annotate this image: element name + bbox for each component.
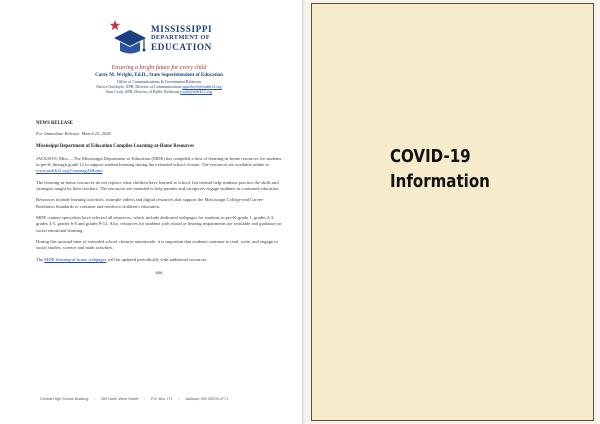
paragraph-6-suffix: will be updated periodically with additional resources. <box>106 256 208 262</box>
address-footer <box>40 397 280 401</box>
footer-building: Central High School Building <box>40 397 89 401</box>
brand-line-department: DEPARTMENT OF <box>151 34 211 42</box>
release-headline: Mississippi Department of Education Compiles Learning-at-Home Resources <box>36 144 194 150</box>
superintendent-line: Carey M. Wright, Ed.D., State Superintendent of Education <box>95 73 223 78</box>
footer-city: Jackson, MS 39205-0771 <box>185 397 229 401</box>
paragraph-1-end: . <box>102 168 104 174</box>
contact-2-email-link[interactable]: jcook@mdek12.org <box>180 89 213 95</box>
footer-street: 359 North West Street <box>100 397 139 401</box>
covid-title-line-2: Information <box>390 171 490 192</box>
footer-separator: ○ <box>143 397 146 401</box>
contact-1-email-link[interactable]: pguilfoyle@mdek12.org <box>182 84 222 90</box>
learning-at-home-url-link[interactable]: www.mdek12.org/LearningAtHome <box>36 168 103 174</box>
news-release-label: NEWS RELEASE <box>36 121 73 127</box>
paragraph-5: During this unusual time of extended school closures nationwide, it is important that students continue to read, write, and engage in social studies, science and math activities. <box>36 238 278 251</box>
footer-box: P.O. Box 771 <box>150 397 173 401</box>
paragraph-1 <box>36 156 282 175</box>
contact-2-name: Jean Cook, APR, Director of Public Relations <box>105 89 181 95</box>
release-body <box>36 121 282 276</box>
paragraph-4: MDE content specialists have selected all resources, which include dedicated webpages for students in pre-K-grade 1, grades 2-3, grades 4-5, grades 6-8 and grades 9-12. Also, resources for students with visual or hearing impairments are available and guidance on social emotional learning. <box>36 214 282 233</box>
paragraph-3: Resources include learning activities, example videos and digital resources that support the Mississippi College-and Career-Readiness Standards to continue and reinforce children's education. <box>36 197 264 209</box>
officials-block <box>36 73 282 94</box>
contact-line-2 <box>36 89 282 94</box>
brand-line-education: EDUCATION <box>151 41 212 52</box>
paragraph-1-text: JACKSON, Miss. – The Mississippi Department of Education (MDE) has compiled a host of learning-at-home resources for students in pre-K through grade 12 to support student learning during the extended school closure. The resources are available online at <box>36 155 282 167</box>
learning-at-home-webpages-link[interactable]: MDE learning-at-home webpages <box>44 256 107 262</box>
office-line: Office of Communications & Government Relations <box>116 79 202 85</box>
paragraph-6-prefix: The <box>36 256 45 262</box>
press-release-content <box>36 12 282 276</box>
end-mark: ### <box>155 269 163 275</box>
covid-info-title <box>390 145 562 195</box>
tagline: Ensuring a bright future for every child <box>111 65 207 71</box>
brand-line-state: MISSISSIPPI <box>151 24 213 34</box>
paragraph-6 <box>36 257 282 263</box>
mortarboard-with-star-icon <box>108 18 148 58</box>
release-date: For Immediate Release: March 23, 2020 <box>36 130 111 136</box>
letterhead <box>36 12 282 62</box>
brand-wordmark <box>151 25 212 52</box>
covid-info-panel <box>311 3 594 421</box>
covid-title-line-1: COVID-19 <box>390 147 471 167</box>
contact-1-name: Patrice Guilfoyle, APR, Director of Communications <box>96 84 183 90</box>
footer-separator: ○ <box>177 397 181 401</box>
paragraph-2: The learning-at-home resources do not replace what children have learned at school, but instead help students practice the skills and strategies taught by their teachers. The resources are intended to help parents and caregivers engage students in continued education. <box>36 179 280 191</box>
footer-separator: ○ <box>93 397 96 401</box>
